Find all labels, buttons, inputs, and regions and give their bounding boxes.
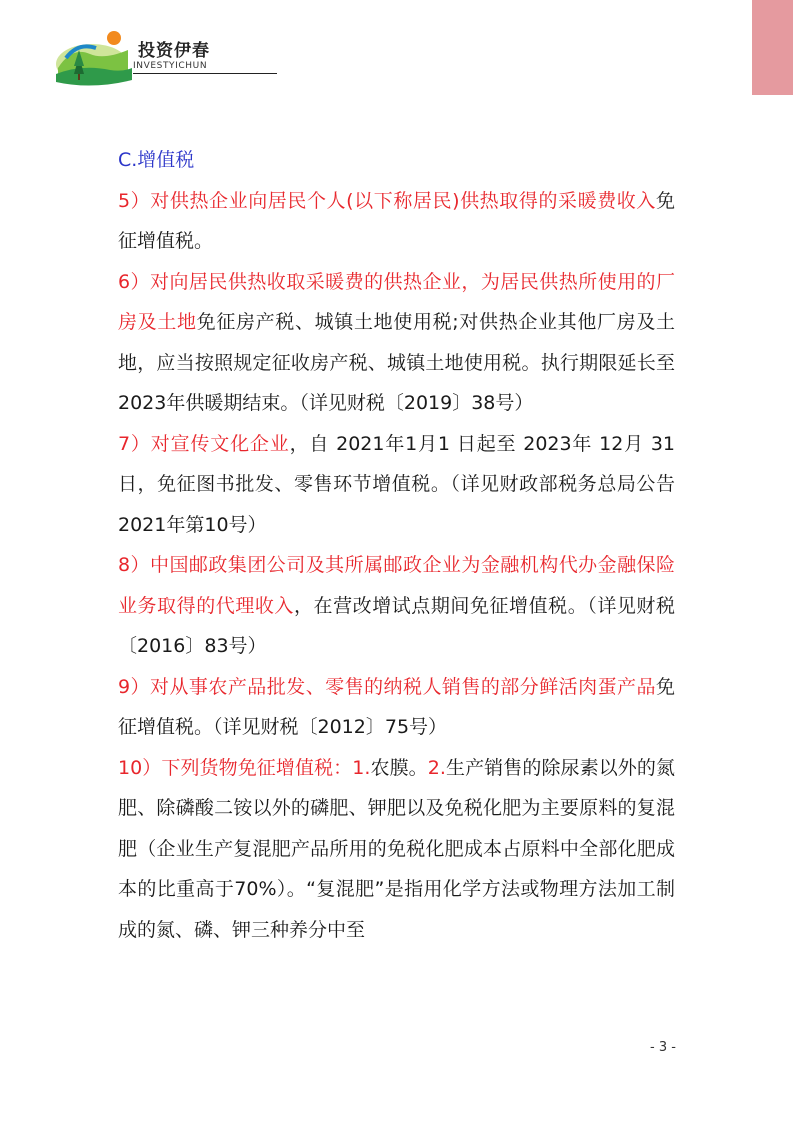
page-number: - 3 -: [650, 1040, 676, 1055]
paragraph-item-8: [118, 545, 675, 667]
item-6-highlight: 6）对向居民供热收取采暖费的供热企业，为居民供热所使用的厂房及土地: [118, 270, 675, 333]
corner-tab: [752, 0, 793, 95]
logo-subtitle: INVESTYICHUN: [133, 60, 277, 74]
logo-name: 投资伊春: [138, 41, 210, 61]
paragraph-item-5: [118, 181, 675, 262]
item-10-text-2: 生产销售的除尿素以外的氮肥、除磷酸二铵以外的磷肥、钾肥以及免税化肥为主要原料的复混肥（企业生产复混肥产品所用的免税化肥成本占原料中全部化肥成本的比重高于70%）。“复混肥”是指用化学方法或物理方法加工制成的氮、磷、钾三种养分中至: [118, 756, 675, 941]
paragraph-item-6: [118, 262, 675, 424]
item-5-highlight: 5）对供热企业向居民个人(以下称居民)供热取得的采暖费收入: [118, 189, 656, 212]
paragraph-item-10: [118, 748, 675, 951]
item-6-text: 免征房产税、城镇土地使用税;对供热企业其他厂房及土地，应当按照规定征收房产税、城镇土地使用税。执行期限延长至2023年供暖期结束。（详见财税〔2019〕38号）: [118, 311, 675, 414]
item-10-highlight-1: 10）下列货物免征增值税：1.: [118, 756, 371, 779]
item-10-highlight-2: 2.: [427, 756, 446, 779]
item-8-text: ，在营改增试点期间免征增值税。（详见财税〔2016〕83号）: [118, 594, 675, 657]
item-10-text-1: 农膜。: [370, 756, 428, 779]
item-5-text: 免征增值税。: [118, 189, 675, 252]
item-7-highlight: 7）对宣传文化企业: [118, 432, 290, 455]
item-8-highlight: 8）中国邮政集团公司及其所属邮政企业为金融机构代办金融保险业务取得的代理收入: [118, 554, 675, 617]
logo-icon: [52, 24, 134, 88]
paragraph-item-9: [118, 667, 675, 748]
item-9-highlight: 9）对从事农产品批发、零售的纳税人销售的部分鲜活肉蛋产品: [118, 675, 656, 698]
document-body: [118, 140, 675, 950]
item-7-text: ，自 2021年1月1 日起至 2023年 12月 31 日，免征图书批发、零售环节增值税。（详见财政部税务总局公告2021年第10号）: [118, 432, 676, 536]
item-9-text: 免征增值税。（详见财税〔2012〕75号）: [118, 675, 675, 738]
paragraph-item-7: [118, 424, 675, 546]
section-heading: C.增值税: [118, 149, 195, 171]
